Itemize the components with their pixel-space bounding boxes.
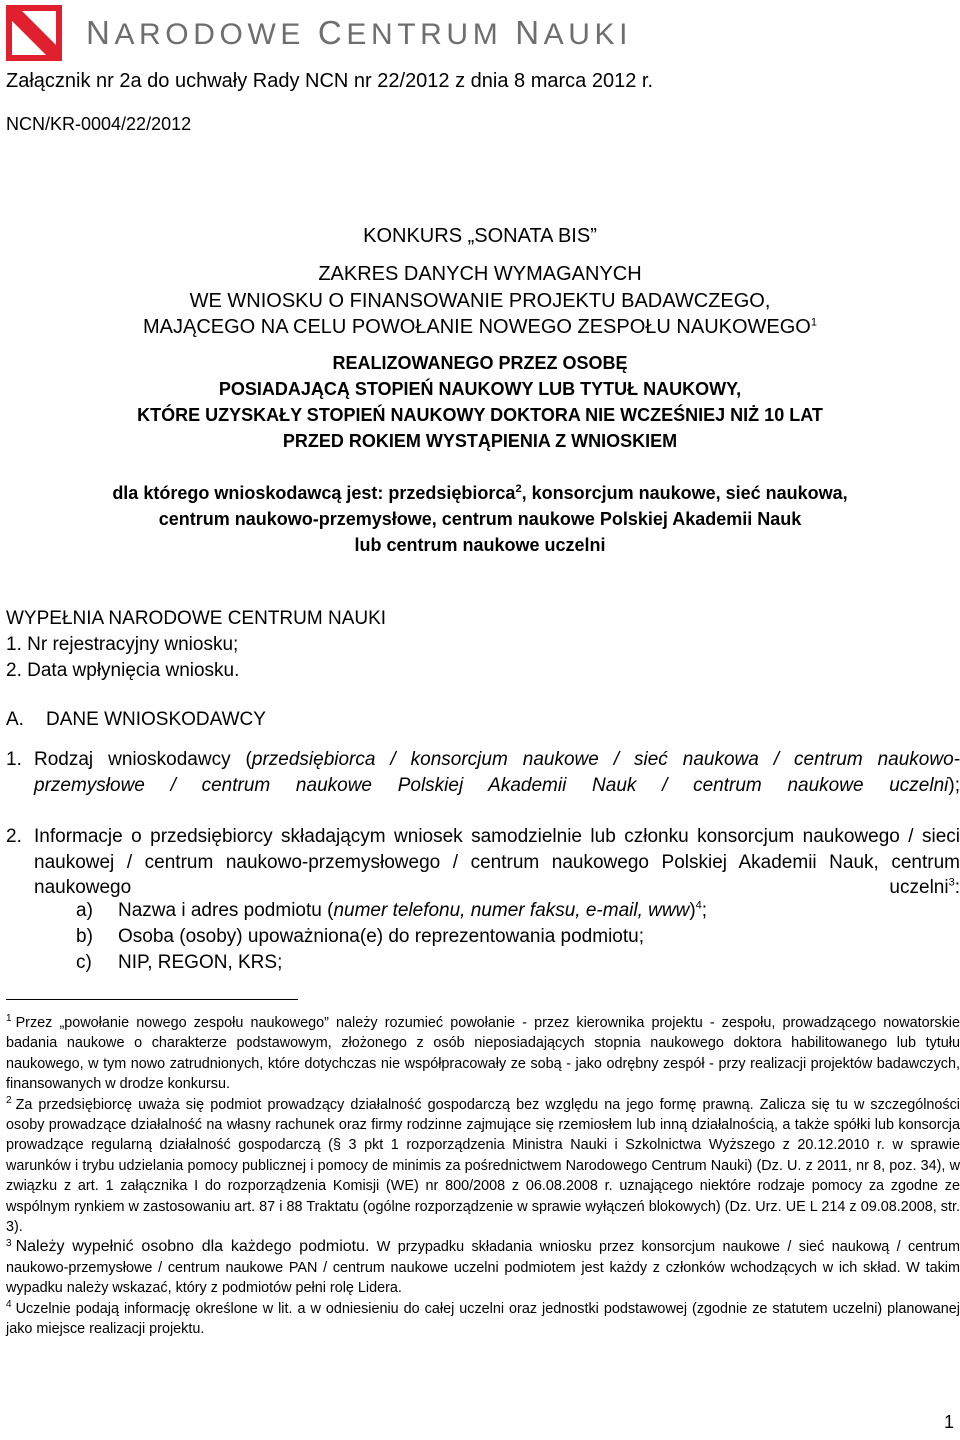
footnote-ref: 4 xyxy=(695,899,702,912)
footnotes xyxy=(6,1013,960,1340)
reference-number: NCN/KR-0004/22/2012 xyxy=(6,114,192,134)
section-a-heading: A. DANE WNIOSKODAWCY xyxy=(6,709,266,730)
footnote-divider xyxy=(6,999,298,1000)
org-name: NARODOWE CENTRUM NAUKI xyxy=(86,14,633,51)
applicant-types: dla którego wnioskodawcą jest: przedsiębiorca$^2$, konsorcjum naukowe, sieć naukowa, centrum naukowo-przemysłowe, centrum naukowe Polskiej Akademii Nauk lub centrum naukowe uczelni xyxy=(112,483,848,555)
title-line: WE WNIOSKU O FINANSOWANIE PROJEKTU BADAWCZEGO, xyxy=(189,290,771,312)
footnote: $^2$ Za przedsiębiorcę uważa się podmiot prowadzący działalność gospodarczą bez względu na jego formę prawną. Zalicza się tu w szczególności osoby prowadzące działalność na własny rachunek oraz firmy rodzinne zajmujące się rzemiosłem lub inną działalnością, a także spółki lub konsorcja prowadzące regularną działalność gospodarczą (§ 3 pkt 1 rozporządzenia Ministra Nauki i Szkolnictwa Wyższego z 20.12.2010 r. w sprawie warunków i trybu udzielania pomocy publicznej i pomocy de minimis za pośrednictwem Narodowego Centrum Nauki) (Dz. U. z 2011, nr 8, poz. 34), w związku z art. 1 załącznika I do rozporządzenia Komisji (WE) nr 800/2008 z 06.08.2008 r. uznającego niektóre rodzaje pomocy za zgodne ze wspólnym rynkiem w zastosowaniu art. 87 i 88 Traktatu (ogólne rozporządzenie w sprawie wyłączeń blokowych) (Dz. Urz. UE L 214 z 09.08.2008, str. 3). xyxy=(6,1094,960,1236)
sub-item-a: a) Nazwa i adres podmiotu (numer telefonu, numer faksu, e-mail, www)$^4$; xyxy=(76,899,708,921)
ncn-item: 1. Nr rejestracyjny wniosku; xyxy=(6,634,239,655)
footnote: $^4$ Uczelnie podają informację określone w lit. a w odniesieniu do całej uczelni oraz jednostki podstawowej (zgodnie ze statutem uczelni) planowanej jako miejsce realizacji projektu. xyxy=(6,1298,960,1338)
annex-line: Załącznik nr 2a do uchwały Rady NCN nr 22/2012 z dnia 8 marca 2012 r. xyxy=(6,70,654,92)
footnote-ref: 3 xyxy=(948,876,955,889)
footnote-ref: 2 xyxy=(515,483,522,495)
sub-item-b: b) Osoba (osoby) upoważniona(e) do reprezentowania podmiotu; xyxy=(76,926,644,947)
footnote-ref: 1 xyxy=(810,316,817,329)
footnote: $^3$ Należy wypełnić osobno dla każdego podmiotu. W przypadku składania wniosku przez konsorcjum naukowe / sieć naukową / centrum naukowo-przemysłowe / centrum naukowe PAN / centrum naukowe uczelni podmiotem jest każdy z członków wchodzących w ich skład. W takim wypadku należy wskazać, który z podmiotów pełni rolę Lidera. xyxy=(6,1237,960,1297)
footnote: $^1$ Przez „powołanie nowego zespołu naukowego” należy rozumieć powołanie - przez kierownika projektu - zespołu, prowadzącego nowatorskie badania naukowe o charakterze podstawowym, złożonego z osób nieposiadających stopnia naukowego doktora habilitowanego lub tytułu naukowego, w tym nowo zatrudnionych, które dotychczas nie współpracowały ze sobą - jako odrębny zespół - przy realizacji projektów badawczych, finansowanych w drodze konkursu. xyxy=(6,1013,960,1093)
title-line: POSIADAJĄCĄ STOPIEŃ NAUKOWY LUB TYTUŁ NAUKOWY, xyxy=(218,379,742,399)
page-header xyxy=(0,0,960,62)
sub-item-c: c) NIP, REGON, KRS; xyxy=(76,952,283,973)
title-line: MAJĄCEGO NA CELU POWOŁANIE NOWEGO ZESPOŁU NAUKOWEGO$^1$ xyxy=(142,316,817,338)
ncn-logo-icon xyxy=(6,5,62,61)
title-competition: KONKURS „SONATA BIS” xyxy=(363,225,597,247)
ncn-section-heading: WYPEŁNIA NARODOWE CENTRUM NAUKI xyxy=(6,608,387,629)
ncn-item: 2. Data wpłynięcia wniosku. xyxy=(6,660,240,681)
title-line: KTÓRE UZYSKAŁY STOPIEŃ NAUKOWY DOKTORA NIE WCZEŚNIEJ NIŻ 10 LAT xyxy=(137,405,823,425)
title-line: PRZED ROKIEM WYSTĄPIENIA Z WNIOSKIEM xyxy=(282,431,678,451)
applicant-type-item: 1. Rodzaj wnioskodawcy (przedsiębiorca / konsorcjum naukowe / sieć naukowa / centrum naukowo-przemysłowe / centrum naukowe Polskiej Akademii Nauk / centrum naukowe uczelni); xyxy=(6,749,960,796)
page-number: 1 xyxy=(943,1412,954,1432)
title-line: ZAKRES DANYCH WYMAGANYCH xyxy=(318,263,642,285)
entity-info-item: 2. Informacje o przedsiębiorcy składającym wniosek samodzielnie lub członku konsorcjum naukowego / sieci naukowej / centrum naukowo-przemysłowego / centrum naukowego Polskiej Akademii Nauk, centrum naukowego uczelni$^3$: xyxy=(6,826,960,898)
title-line: REALIZOWANEGO PRZEZ OSOBĘ xyxy=(332,353,628,373)
